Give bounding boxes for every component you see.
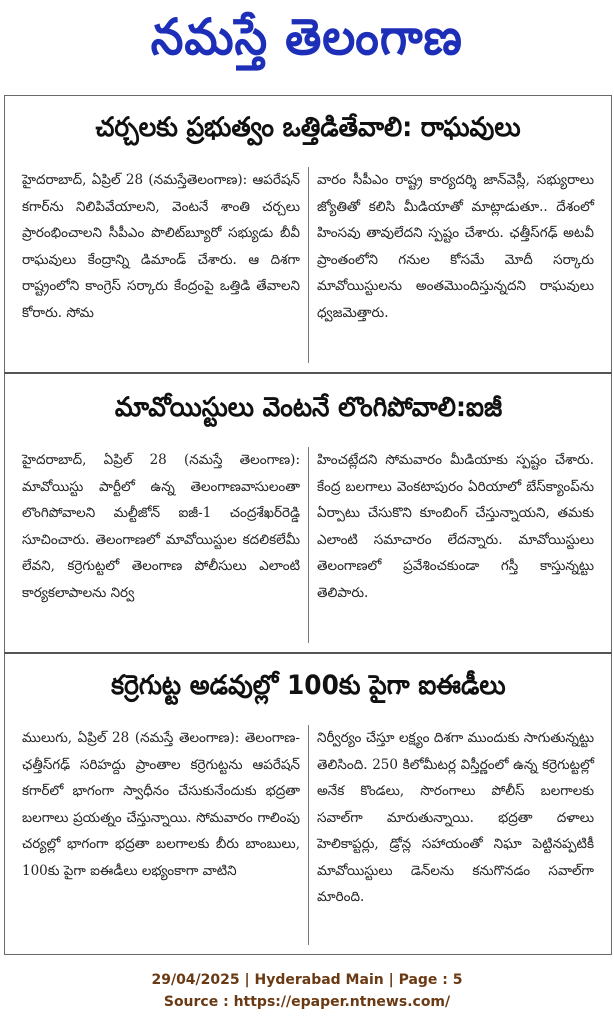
article-headline [4,379,612,443]
article-headline [4,99,612,163]
article-1 [4,95,612,373]
headline-text: మావోయిస్టులు వెంటనే లొంగిపోవాలి:ఐజీ [114,392,502,423]
headline-text: చర్చలకు ప్రభుత్వం ఒత్తిడితేవాలి: రాఘవులు [95,112,521,143]
article-body [14,725,602,945]
masthead [0,0,614,86]
article-column-right: వారం సీపీఎం రాష్ట్ర కార్యదర్శి జాన్‌వెస్లీ, సభ్యురాలు జ్యోతితో కలిసి మీడియాతో మాట్లాడుతూ.. దేశంలో హింసవు తావులేదని స్పష్టం చేశారు. ఛత్తీస్‌గఢ్ అటవీ ప్రాంతంలోని గనుల కోసమే మోదీ సర్కారు మావోయిస్టులను అంతమొందిస్తున్నదని రాఘవులు ధ్వజమెత్తారు. [308,167,602,363]
article-body [14,167,602,363]
article-column-left: ములుగు, ఏప్రిల్ 28 (నమస్తే తెలంగాణ): తెలంగాణ-ఛత్తీస్‌గఢ్ సరిహద్దు ప్రాంతాల కర్రెగుట్టను ఆపరేషన్ కగార్‌లో భాగంగా స్వాధీనం చేసుకునేందుకు భద్రతా బలగాలు ప్రయత్నం చేస్తున్నాయి. సోమవారం గాలింపు చర్యల్లో భాగంగా భద్రతా బలగాలకు బీరు బాంబులు, 100కు పైగా ఐఈడీలు లభ్యంకాగా వాటిని [22,730,300,879]
article-column-left: హైదరాబాద్, ఏప్రిల్ 28 (నమస్తేతెలంగాణ): ఆపరేషన్ కగార్‌ను నిలిపివేయాలని, వెంటనే శాంతి చర్చలు ప్రారంభించాలని సీపీఎం పొలిట్‌బ్యూరో సభ్యుడు బీవీ రాఘవులు కేంద్రాన్ని డిమాండ్ చేశారు. ఆ దిశగా రాష్ట్రంలోని కాంగ్రెస్ సర్కారు కేంద్రంపై ఒత్తిడి తేవాలని కోరారు. సోమ [22,172,300,321]
article-column-right: నిర్వీర్యం చేస్తూ లక్ష్యం దిశగా ముందుకు సాగుతున్నట్టు తెలిసింది. 250 కిలోమీటర్ల విస్తీర్ణంలో ఉన్న కర్రెగుట్టల్లో అనేక కొండలు, సొరంగాలు పోలీస్ బలగాలకు సవాల్‌గా మారుతున్నాయి. భద్రతా దళాలు హెలికాప్టర్లు, డ్రోన్ల సహాయంతో నిఘా పెట్టినప్పటికీ మావోయిస్టులు డెన్‌లను కనుగొనడం సవాల్‌గా మారింది. [308,725,602,945]
article-3 [4,653,612,955]
article-column-right: హించట్లేదని సోమవారం మీడియాకు స్పష్టం చేశారు. కేంద్ర బలగాలు వెంకటాపురం ఏరియాలో బేస్‌క్యాంప్‌ను ఏర్పాటు చేసుకొని కూంబింగ్ చేస్తున్నాయని, తమకు ఎలాంటి సమాచారం లేదన్నారు. మావోయిస్టులు తెలంగాణలో ప్రవేశించకుండా గస్తీ కాస్తున్నట్టు తెలిపారు. [308,447,602,643]
article-column-left: హైదరాబాద్, ఏప్రిల్ 28 (నమస్తే తెలంగాణ): మావోయిస్టు పార్టీలో ఉన్న తెలంగాణవాసులంతా లొంగిపోవాలని మల్టీజోన్ ఐజీ-1 చంద్రశేఖర్‌రెడ్డి సూచించారు. తెలంగాణలో మావోయిస్టుల కదలికలేమీ లేవని, కర్రెగుట్టలో తెలంగాణ పోలీసులు ఎలాంటి కార్యకలాపాలను నిర్వ [22,452,300,601]
masthead-title: నమస్తే తెలంగాణ [150,7,464,66]
headline-text: కర్రెగుట్ట అడవుల్లో 100కు పైగా ఐఈడీలు [110,670,506,701]
article-2 [4,373,612,653]
article-headline [4,657,612,721]
article-body [14,447,602,643]
footer-source: Source : https://epaper.ntnews.com/ [163,994,451,1010]
footer-edition-info: 29/04/2025 | Hyderabad Main | Page : 5 [151,972,463,988]
